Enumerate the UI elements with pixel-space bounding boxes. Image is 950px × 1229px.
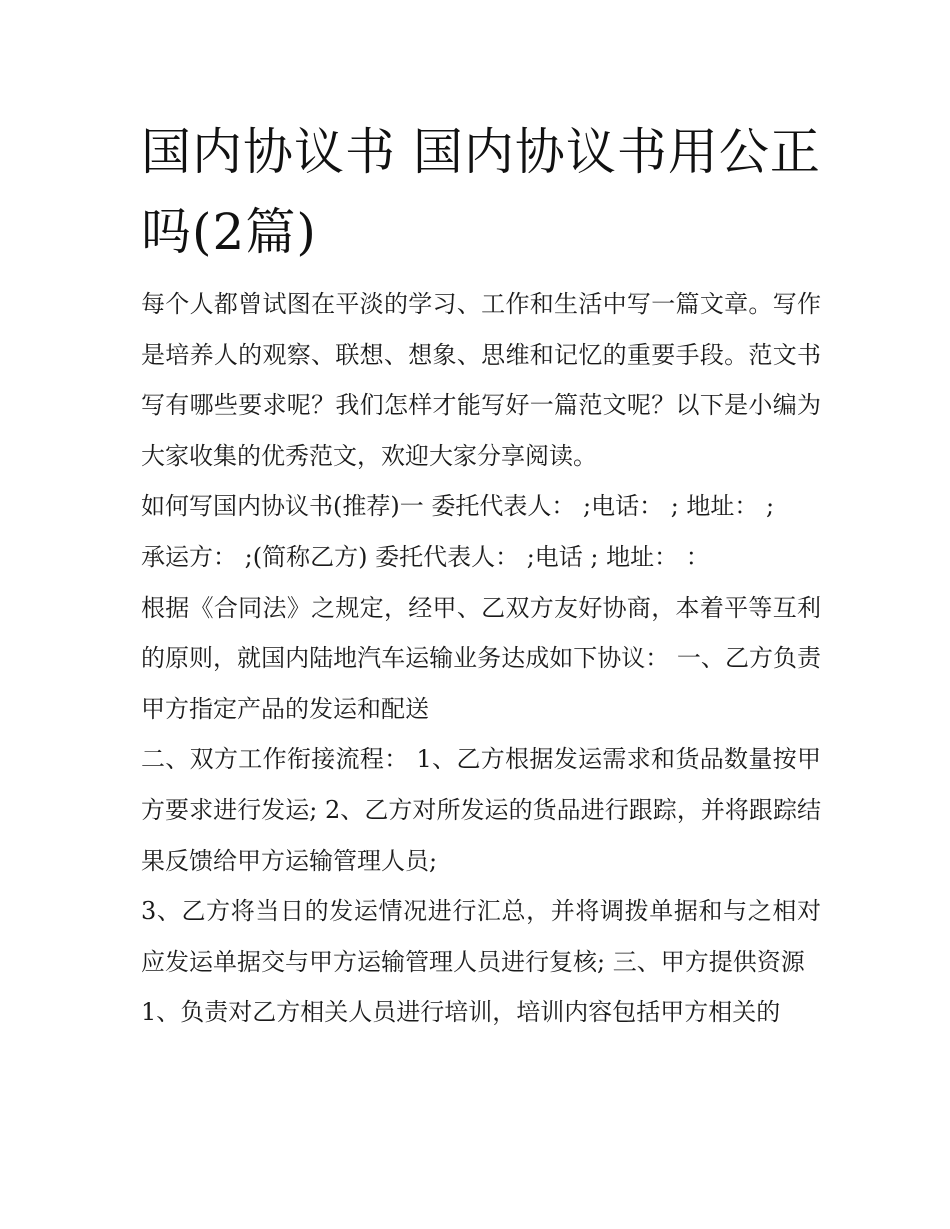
document-body [141,279,821,1038]
document-title: 国内协议书 国内协议书用公正吗(2篇) [141,123,821,261]
paragraph-intro: 每个人都曾试图在平淡的学习、工作和生活中写一篇文章。写作是培养人的观察、联想、想象、思维和记忆的重要手段。范文书写有哪些要求呢？我们怎样才能写好一篇范文呢？以下是小编为大家收集的优秀范文，欢迎大家分享阅读。 [141,290,821,470]
paragraph-carrier: 承运方： ;(简称乙方) 委托代表人： ;电话 ; 地址： ： [141,542,710,571]
paragraph-training: 1、负责对乙方相关人员进行培训，培训内容包括甲方相关的 [141,998,781,1027]
paragraph-summary-resources: 3、乙方将当日的发运情况进行汇总，并将调拨单据和与之相对应发运单据交与甲方运输管理人员进行复核; 三、甲方提供资源 [141,897,821,976]
paragraph-party-a: 如何写国内协议书(推荐)一 委托代表人： ;电话： ; 地址： ; [141,492,775,521]
paragraph-workflow: 二、双方工作衔接流程： 1、乙方根据发运需求和货品数量按甲方要求进行发运; 2、乙方对所发运的货品进行跟踪，并将跟踪结果反馈给甲方运输管理人员; [141,745,821,875]
paragraph-agreement-basis: 根据《合同法》之规定，经甲、乙双方友好协商，本着平等互利的原则，就国内陆地汽车运输业务达成如下协议： 一、乙方负责甲方指定产品的发运和配送 [141,593,821,723]
